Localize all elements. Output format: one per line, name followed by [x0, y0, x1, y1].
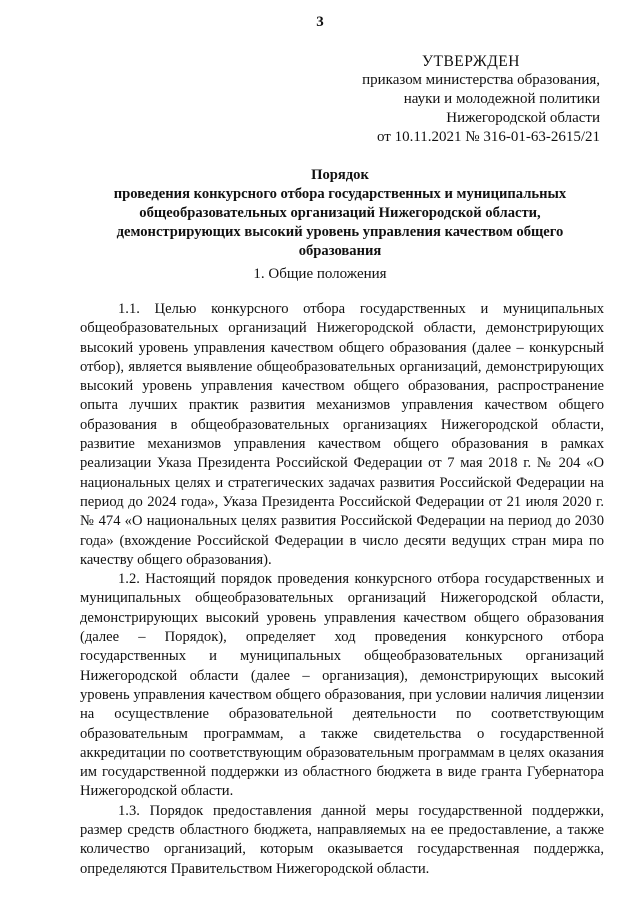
approval-line: от 10.11.2021 № 316-01-63-2615/21 — [376, 129, 600, 145]
approval-line: Нижегородской области — [446, 110, 600, 126]
approval-stamp: УТВЕРЖДЕН — [422, 53, 520, 70]
paragraph-1-3: 1.3. Порядок предоставления данной меры государственной поддержки, размер средств областного бюджета, направляемых на ее предоставление, а также количество организаций, которым оказывается государственная поддержка, определяются Правительством Нижегородской области. — [80, 802, 604, 877]
approval-line: науки и молодежной политики — [403, 91, 600, 107]
title-line: общеобразовательных организаций Нижегородской области, — [139, 205, 541, 221]
section-heading: 1. Общие положения — [253, 266, 387, 282]
title-line: образования — [298, 243, 382, 259]
paragraph-1-1: 1.1. Целью конкурсного отбора государственных и муниципальных общеобразовательных организаций Нижегородской области, демонстрирующих высокий уровень управления качеством общего образования (далее – конкурсный отбор), является выявление общеобразовательных организаций, демонстрирующих высокий уровень управления качеством общего образования, распространение опыта лучших практик развития механизмов управления качеством общего образования в общеобразовательных организациях Нижегородской области, развитие механизмов управления качеством общего образования в рамках реализации Указа Президента Российской Федерации от 7 мая 2018 г. № 204 «О национальных целях и стратегических задачах развития Российской Федерации на период до 2024 года», Указа Президента Российской Федерации от 21 июля 2020 г. № 474 «О национальных целях развития Российской Федерации на период до 2030 года» (вхождение Российской Федерации в число десяти ведущих стран мира по качеству общего образования). — [80, 301, 604, 568]
section-body — [80, 300, 604, 879]
paragraph-1-2: 1.2. Настоящий порядок проведения конкурсного отбора государственных и муниципальных общеобразовательных организаций Нижегородской области, демонстрирующих высокий уровень управления качеством общего образования (далее – Порядок), определяет ход проведения конкурсного отбора государственных и муниципальных общеобразовательных организаций Нижегородской области (далее – организация), демонстрирующих высокий уровень управления качеством общего образования, при условии наличия лицензии на осуществление образовательной деятельности по соответствующим образовательным программам, а также свидетельства о государственной аккредитации по соответствующим образовательным программам в целях оказания им государственной поддержки из областного бюджета в виде гранта Губернатора Нижегородской области. — [80, 571, 604, 800]
approval-block — [330, 52, 600, 147]
page-number: 3 — [316, 14, 324, 30]
title-line: проведения конкурсного отбора государственных и муниципальных — [113, 186, 567, 202]
title-line: демонстрирующих высокий уровень управления качеством общего — [116, 224, 564, 240]
document-title — [90, 166, 590, 261]
title-line: Порядок — [311, 167, 369, 183]
approval-line: приказом министерства образования, — [362, 72, 600, 88]
